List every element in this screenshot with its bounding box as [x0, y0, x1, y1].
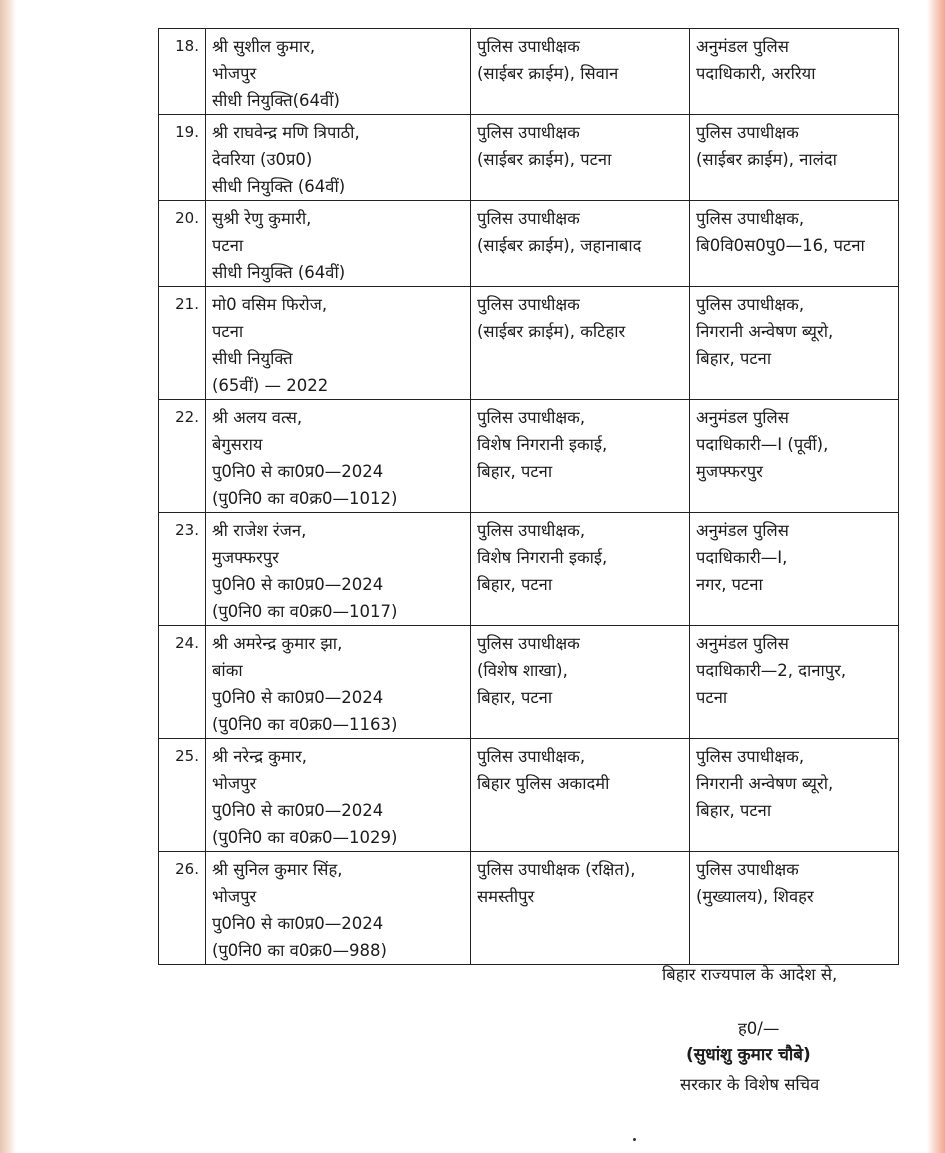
officer-line: श्री अलय वत्स, — [212, 408, 303, 427]
officer-line: बेगुसराय — [212, 435, 263, 454]
officer-cell — [206, 287, 471, 400]
current-posting-line: समस्तीपुर — [477, 887, 535, 906]
officer-line: सीधी नियुक्ति(64वीं) — [212, 91, 340, 110]
current-posting-line: बिहार, पटना — [477, 462, 553, 481]
officer-line: पु0नि0 से का0प्र0—2024 — [212, 575, 384, 594]
current-posting-line: पुलिस उपाधीक्षक (रक्षित), — [477, 860, 636, 879]
table-row — [159, 400, 899, 513]
new-posting-cell — [690, 29, 899, 115]
officer-line: पु0नि0 से का0प्र0—2024 — [212, 462, 384, 481]
current-posting-cell — [471, 852, 690, 965]
officer-line: (पु0नि0 का व0क्र0—988) — [212, 941, 387, 960]
officer-line: (65वीं) — 2022 — [212, 376, 329, 395]
scan-edge-left — [0, 0, 16, 1153]
serial-number: 23. — [159, 513, 206, 626]
current-posting-line: पुलिस उपाधीक्षक, — [477, 747, 586, 766]
current-posting-line: विशेष निगरानी इकाई, — [477, 435, 608, 454]
transfer-table — [158, 28, 899, 965]
new-posting-cell — [690, 739, 899, 852]
table-row — [159, 29, 899, 115]
officer-line: पु0नि0 से का0प्र0—2024 — [212, 688, 384, 707]
new-posting-line: पुलिस उपाधीक्षक, — [696, 747, 805, 766]
new-posting-cell — [690, 513, 899, 626]
new-posting-line: (मुख्यालय), शिवहर — [696, 887, 814, 906]
new-posting-line: नगर, पटना — [696, 575, 763, 594]
current-posting-line: पुलिस उपाधीक्षक — [477, 37, 580, 56]
new-posting-cell — [690, 400, 899, 513]
officer-cell — [206, 115, 471, 201]
current-posting-line: (साईबर क्राईम), कटिहार — [477, 322, 626, 341]
current-posting-line: बिहार पुलिस अकादमी — [477, 774, 610, 793]
officer-cell — [206, 852, 471, 965]
officer-line: पु0नि0 से का0प्र0—2024 — [212, 801, 384, 820]
new-posting-line: बिहार, पटना — [696, 349, 772, 368]
new-posting-line: पुलिस उपाधीक्षक — [696, 123, 799, 142]
officer-cell — [206, 513, 471, 626]
serial-number: 21. — [159, 287, 206, 400]
new-posting-line: पदाधिकारी—I, — [696, 548, 788, 567]
current-posting-cell — [471, 739, 690, 852]
new-posting-line: अनुमंडल पुलिस — [696, 634, 789, 653]
current-posting-line: (साईबर क्राईम), पटना — [477, 150, 612, 169]
officer-line: पु0नि0 से का0प्र0—2024 — [212, 914, 384, 933]
officer-line: सीधी नियुक्ति (64वीं) — [212, 177, 346, 196]
current-posting-line: बिहार, पटना — [477, 575, 553, 594]
serial-number: 26. — [159, 852, 206, 965]
new-posting-line: अनुमंडल पुलिस — [696, 521, 789, 540]
closing-line: बिहार राज्यपाल के आदेश से, — [662, 965, 838, 984]
new-posting-line: पुलिस उपाधीक्षक — [696, 860, 799, 879]
officer-cell — [206, 201, 471, 287]
officer-line: भोजपुर — [212, 774, 257, 793]
current-posting-cell — [471, 626, 690, 739]
officer-line: सीधी नियुक्ति — [212, 349, 293, 368]
new-posting-cell — [690, 287, 899, 400]
transfer-table-body — [159, 29, 899, 965]
officer-line: (पु0नि0 का व0क्र0—1012) — [212, 489, 398, 508]
current-posting-line: पुलिस उपाधीक्षक — [477, 123, 580, 142]
officer-line: पटना — [212, 322, 244, 341]
serial-number: 20. — [159, 201, 206, 287]
current-posting-cell — [471, 201, 690, 287]
officer-cell — [206, 626, 471, 739]
officer-line: भोजपुर — [212, 887, 257, 906]
officer-line: (पु0नि0 का व0क्र0—1017) — [212, 602, 398, 621]
current-posting-line: (साईबर क्राईम), सिवान — [477, 64, 619, 83]
new-posting-line: निगरानी अन्वेषण ब्यूरो, — [696, 322, 834, 341]
table-row — [159, 115, 899, 201]
officer-line: देवरिया (उ0प्र0) — [212, 150, 313, 169]
officer-line: सीधी नियुक्ति (64वीं) — [212, 263, 346, 282]
serial-number: 18. — [159, 29, 206, 115]
current-posting-line: पुलिस उपाधीक्षक, — [477, 521, 586, 540]
officer-line: पटना — [212, 236, 244, 255]
current-posting-line: (विशेष शाखा), — [477, 661, 568, 680]
current-posting-line: पुलिस उपाधीक्षक — [477, 209, 580, 228]
new-posting-line: पुलिस उपाधीक्षक, — [696, 209, 805, 228]
serial-number: 25. — [159, 739, 206, 852]
officer-line: सुश्री रेणु कुमारी, — [212, 209, 312, 228]
new-posting-line: बिहार, पटना — [696, 801, 772, 820]
officer-cell — [206, 400, 471, 513]
current-posting-line: विशेष निगरानी इकाई, — [477, 548, 608, 567]
current-posting-cell — [471, 513, 690, 626]
new-posting-line: अनुमंडल पुलिस — [696, 37, 789, 56]
officer-cell — [206, 739, 471, 852]
officer-line: श्री अमरेन्द्र कुमार झा, — [212, 634, 343, 653]
scan-edge-right — [927, 0, 945, 1153]
current-posting-cell — [471, 29, 690, 115]
new-posting-cell — [690, 201, 899, 287]
new-posting-cell — [690, 852, 899, 965]
officer-cell — [206, 29, 471, 115]
current-posting-line: (साईबर क्राईम), जहानाबाद — [477, 236, 642, 255]
officer-line: भोजपुर — [212, 64, 257, 83]
new-posting-cell — [690, 115, 899, 201]
serial-number: 22. — [159, 400, 206, 513]
current-posting-line: पुलिस उपाधीक्षक, — [477, 408, 586, 427]
current-posting-cell — [471, 115, 690, 201]
serial-number: 24. — [159, 626, 206, 739]
new-posting-line: पदाधिकारी, अररिया — [696, 64, 816, 83]
new-posting-line: (साईबर क्राईम), नालंदा — [696, 150, 837, 169]
new-posting-line: पदाधिकारी—2, दानापुर, — [696, 661, 847, 680]
officer-line: (पु0नि0 का व0क्र0—1163) — [212, 715, 398, 734]
officer-line: श्री नरेन्द्र कुमार, — [212, 747, 308, 766]
officer-line: श्री सुशील कुमार, — [212, 37, 316, 56]
current-posting-line: पुलिस उपाधीक्षक — [477, 295, 580, 314]
new-posting-line: अनुमंडल पुलिस — [696, 408, 789, 427]
new-posting-line: मुजफ्फरपुर — [696, 462, 763, 481]
officer-line: श्री सुनिल कुमार सिंह, — [212, 860, 343, 879]
table-row — [159, 852, 899, 965]
serial-number: 19. — [159, 115, 206, 201]
table-row — [159, 513, 899, 626]
signature-mark: ह0/— — [738, 1019, 780, 1038]
officer-line: श्री राघवेन्द्र मणि त्रिपाठी, — [212, 123, 360, 142]
scan-speck — [633, 1138, 636, 1141]
table-row — [159, 626, 899, 739]
current-posting-line: पुलिस उपाधीक्षक — [477, 634, 580, 653]
table-row — [159, 739, 899, 852]
signatory-title: सरकार के विशेष सचिव — [680, 1075, 820, 1094]
new-posting-line: बि0वि0स0पु0—16, पटना — [696, 236, 865, 255]
current-posting-cell — [471, 400, 690, 513]
officer-line: श्री राजेश रंजन, — [212, 521, 307, 540]
officer-line: मो0 वसिम फिरोज, — [212, 295, 328, 314]
table-row — [159, 201, 899, 287]
current-posting-line: बिहार, पटना — [477, 688, 553, 707]
new-posting-line: पुलिस उपाधीक्षक, — [696, 295, 805, 314]
new-posting-cell — [690, 626, 899, 739]
officer-line: मुजफ्फरपुर — [212, 548, 279, 567]
current-posting-cell — [471, 287, 690, 400]
signatory-name: (सुधांशु कुमार चौबे) — [686, 1045, 811, 1065]
new-posting-line: पटना — [696, 688, 728, 707]
new-posting-line: पदाधिकारी—I (पूर्वी), — [696, 435, 829, 454]
new-posting-line: निगरानी अन्वेषण ब्यूरो, — [696, 774, 834, 793]
table-row — [159, 287, 899, 400]
officer-line: बांका — [212, 661, 243, 680]
officer-line: (पु0नि0 का व0क्र0—1029) — [212, 828, 398, 847]
